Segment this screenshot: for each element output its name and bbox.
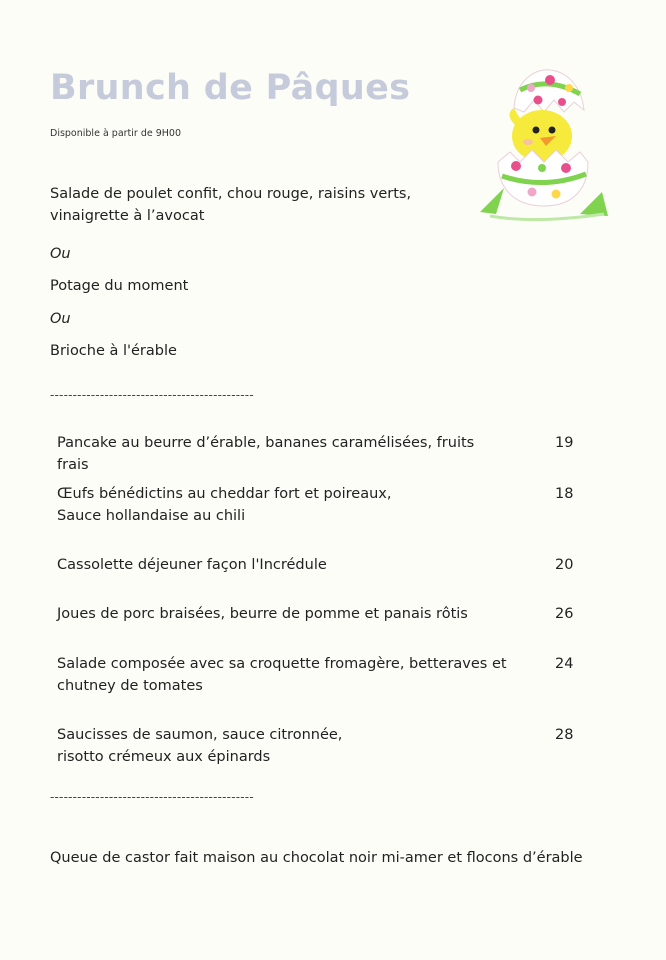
dessert-line: Queue de castor fait maison au chocolat noir mi-amer et flocons d’érable (50, 849, 583, 866)
menu-item (57, 554, 507, 576)
menu-item-name: chutney de tomates (57, 678, 203, 694)
starter-line: vinaigrette à l’avocat (50, 208, 205, 224)
menu-item-price: 18 (555, 486, 574, 502)
menu-item-price: 26 (555, 606, 574, 622)
menu-item-price: 20 (555, 557, 574, 573)
menu-item-name: Pancake au beurre d’érable, bananes caramélisées, fruits frais (57, 435, 475, 473)
or-label: Ou (50, 311, 71, 327)
availability-note: Disponible à partir de 9H00 (50, 128, 182, 139)
easter-chick-egg-icon (476, 64, 610, 222)
menu-item-name: Œufs bénédictins au cheddar fort et poireaux, (57, 486, 392, 502)
menu-item (57, 724, 507, 768)
separator: --------------------------------------------- (50, 790, 254, 804)
menu-item (57, 483, 507, 527)
menu-item-name: Sauce hollandaise au chili (57, 508, 246, 524)
menu-item (57, 603, 507, 625)
starter-line: Salade de poulet confit, chou rouge, raisins verts, (50, 186, 412, 202)
menu-item-price: 28 (555, 727, 574, 743)
menu-title: Brunch de Pâques (50, 68, 411, 108)
or-label: Ou (50, 246, 71, 262)
starter-line: Brioche à l'érable (50, 343, 177, 359)
menu-item (57, 653, 507, 697)
menu-item-name: risotto crémeux aux épinards (57, 749, 271, 765)
menu-item-name: Salade composée avec sa croquette fromagère, betteraves et (57, 656, 507, 672)
menu-item (57, 432, 507, 476)
menu-item-price: 19 (555, 435, 574, 451)
menu-item-name: Saucisses de saumon, sauce citronnée, (57, 727, 343, 743)
menu-item-price: 24 (555, 656, 574, 672)
menu-item-name: Cassolette déjeuner façon l'Incrédule (57, 557, 327, 573)
separator: --------------------------------------------- (50, 388, 254, 402)
menu-item-name: Joues de porc braisées, beurre de pomme et panais rôtis (57, 606, 468, 622)
starter-line: Potage du moment (50, 278, 189, 294)
